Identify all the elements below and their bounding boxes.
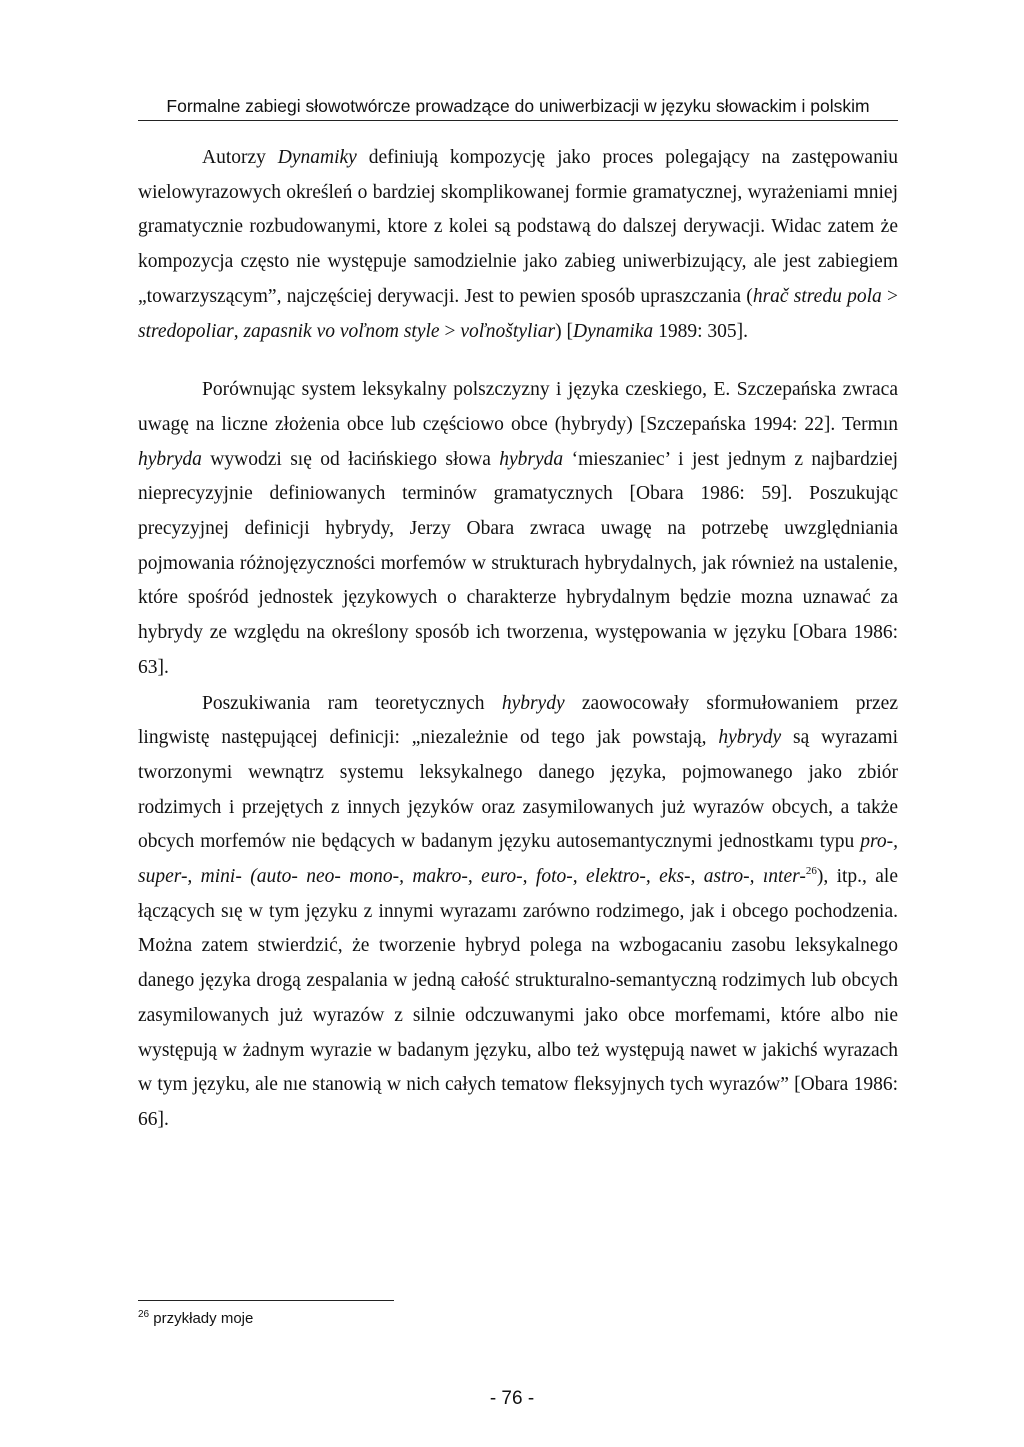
body-text — [138, 141, 898, 1138]
footnote — [138, 1309, 738, 1327]
italic-text: Dynamika — [573, 320, 654, 342]
italic-text: hybryda — [138, 448, 202, 470]
text-run: ‘mieszaniec’ i jest jednym z najbardziej nieprecyzyjnie definiowanych terminów gramatycznych [Obara 1986: 59]. Poszukując precyzyjnej definicji hybrydy, Jerzy Obara zwraca uwagę na potrzebę uwzględniania pojmowania różnojęzyczności morfemów w strukturach hybrydalnych, jak również na ustalenie, które spośród jednostek językowych o charakterze hybrydalnym będzie mozna uznawać za hybrydy ze względu na określony sposób ich tworzenıa, występowania w języku [Obara 1986: 63]. — [138, 448, 898, 678]
italic-text: hrač stredu pola — [752, 285, 882, 307]
text-run: Autorzy — [202, 147, 278, 168]
footnote-rule — [138, 1300, 394, 1301]
italic-text: hybrydy — [501, 692, 565, 714]
italic-text: hybryda — [499, 448, 564, 470]
italic-text: hybrydy — [718, 727, 782, 749]
text-run: wywodzi sıę od łacińskiego słowa — [201, 448, 500, 470]
italic-text: zapasnik vo voľnom style — [243, 320, 440, 342]
italic-text: Dynamiky — [277, 147, 357, 168]
text-run: > — [439, 320, 461, 342]
italic-text: voľnoštyliar — [460, 320, 556, 342]
text-run: > — [881, 285, 898, 307]
text-run: ), itp., ale łączących sıę w tym języku z innymi wyrazamı zarówno rodzimego, jak i obcego pochodzenia. Można zatem stwierdzić, że tworzenie hybryd polega na wzbogacaniu zasobu leksykalnego danego języka drogą zespalania w jedną całość strukturalno-semantyczną rodzimych lub obcych zasymilowanych już wyrazów z silnie odczuwanymi jako obce morfemami, które albo nie występują w żadnym wyrazie w badanym języku, albo też występują nawet w jakichś wyrazach w tym języku, ale nıe stanowią w nich całych tematow fleksyjnych tych wyrazów” [Obara 1986: 66]. — [138, 866, 898, 1130]
running-header: Formalne zabiegi słowotwórcze prowadzące do uniwerbizacji w języku słowackim i polskim — [166, 96, 870, 116]
text-run: , — [233, 320, 244, 342]
text-run: 1989: 305]. — [653, 320, 748, 342]
footnote-number: 26 — [138, 1309, 150, 1320]
header-rule — [138, 120, 898, 121]
text-run: są wyrazami tworzonymi wewnątrz systemu leksykalnego danego języka, pojmowanego jako zbiór rodzimych i przejętych z innych języków oraz zasymilowanych już wyrazów obcych, a także obcych morfemów nie będących w badanym języku autosemantycznymi jednostkamı typu — [138, 727, 898, 853]
text-run: zaowocowały sformułowaniem przez lingwistę następującej definicji: „niezależnie od tego jak powstają, — [138, 692, 898, 749]
footnote-ref: 26 — [805, 865, 817, 878]
text-run: Poszukiwania ram teoretycznych — [202, 692, 502, 714]
paragraph — [138, 141, 898, 349]
footnote-text: przykłady moje — [153, 1310, 254, 1327]
paragraph — [138, 373, 898, 685]
text-run: Porównując system leksykalny polszczyzny i języka czeskiego, E. Szczepańska zwraca uwagę na liczne złożenia obce lub częściowo obce (hybrydy) [Szczepańska 1994: 22]. Termın — [138, 379, 898, 435]
text-run: ) [ — [555, 320, 574, 342]
text-run: definiują kompozycję jako proces polegający na zastępowaniu wielowyrazowych określeń o bardziej skomplikowanej formie gramatycznej, wyrażeniami mniej gramatycznie rozbudowanymi, ktore z kolei są podstawą do dalszej derywacji. Widac zatem że kompozycja często nie występuje samodzielnie jako zabieg uniwerbizujący, ale jest zabiegiem „towarzyszącym”, najczęściej derywacji. Jest to pewien sposób upraszczania ( — [138, 147, 899, 307]
paragraph — [138, 687, 898, 1138]
page-number: - 76 - — [489, 1388, 535, 1409]
italic-text: pro-, super-, mini- (auto- neo- mono-, makro-, euro-, foto-, elektro-, eks-, astro-, ınter- — [138, 831, 898, 888]
italic-text: stredopoliar — [138, 320, 234, 342]
